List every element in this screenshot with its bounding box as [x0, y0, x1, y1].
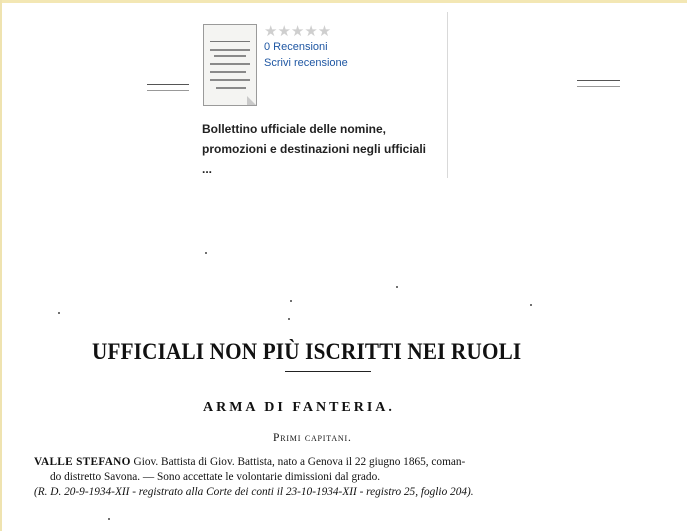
- scan-speck: [290, 300, 292, 302]
- scan-speck: [530, 304, 532, 306]
- sub-heading: Primi capitani.: [273, 432, 352, 444]
- scan-speck: [108, 518, 110, 520]
- rating-stars-icon[interactable]: ★★★★★: [264, 23, 332, 40]
- write-review-link[interactable]: Scrivi recensione: [264, 57, 348, 69]
- scan-speck: [58, 312, 60, 314]
- entry-line-3: (R. D. 20-9-1934-XII - registrato alla Corte dei conti il 23-10-1934-XII - registro 25, foglio 204).: [34, 486, 474, 498]
- main-heading: UFFICIALI NON PIÙ ISCRITTI NEI RUOLI: [92, 339, 522, 364]
- scan-speck: [205, 252, 207, 254]
- scan-speck: [288, 318, 290, 320]
- heading-rule: [285, 371, 371, 372]
- reviews-link[interactable]: 0 Recensioni: [264, 41, 328, 53]
- book-title[interactable]: Bollettino ufficiale delle nomine, promozioni e destinazioni negli ufficiali ...: [202, 122, 427, 176]
- officer-entry: [34, 455, 634, 500]
- entry-line1-text: Giov. Battista di Giov. Battista, nato a Genova il 22 giugno 1865, coman-: [130, 456, 466, 468]
- entry-line-2: do distretto Savona. — Sono accettate le volontarie dimissioni dal grado.: [50, 471, 381, 483]
- section-heading: ARMA DI FANTERIA.: [203, 400, 395, 415]
- entry-name: VALLE STEFANO: [34, 456, 131, 468]
- entry-line-1: [34, 455, 634, 470]
- scan-speck: [396, 286, 398, 288]
